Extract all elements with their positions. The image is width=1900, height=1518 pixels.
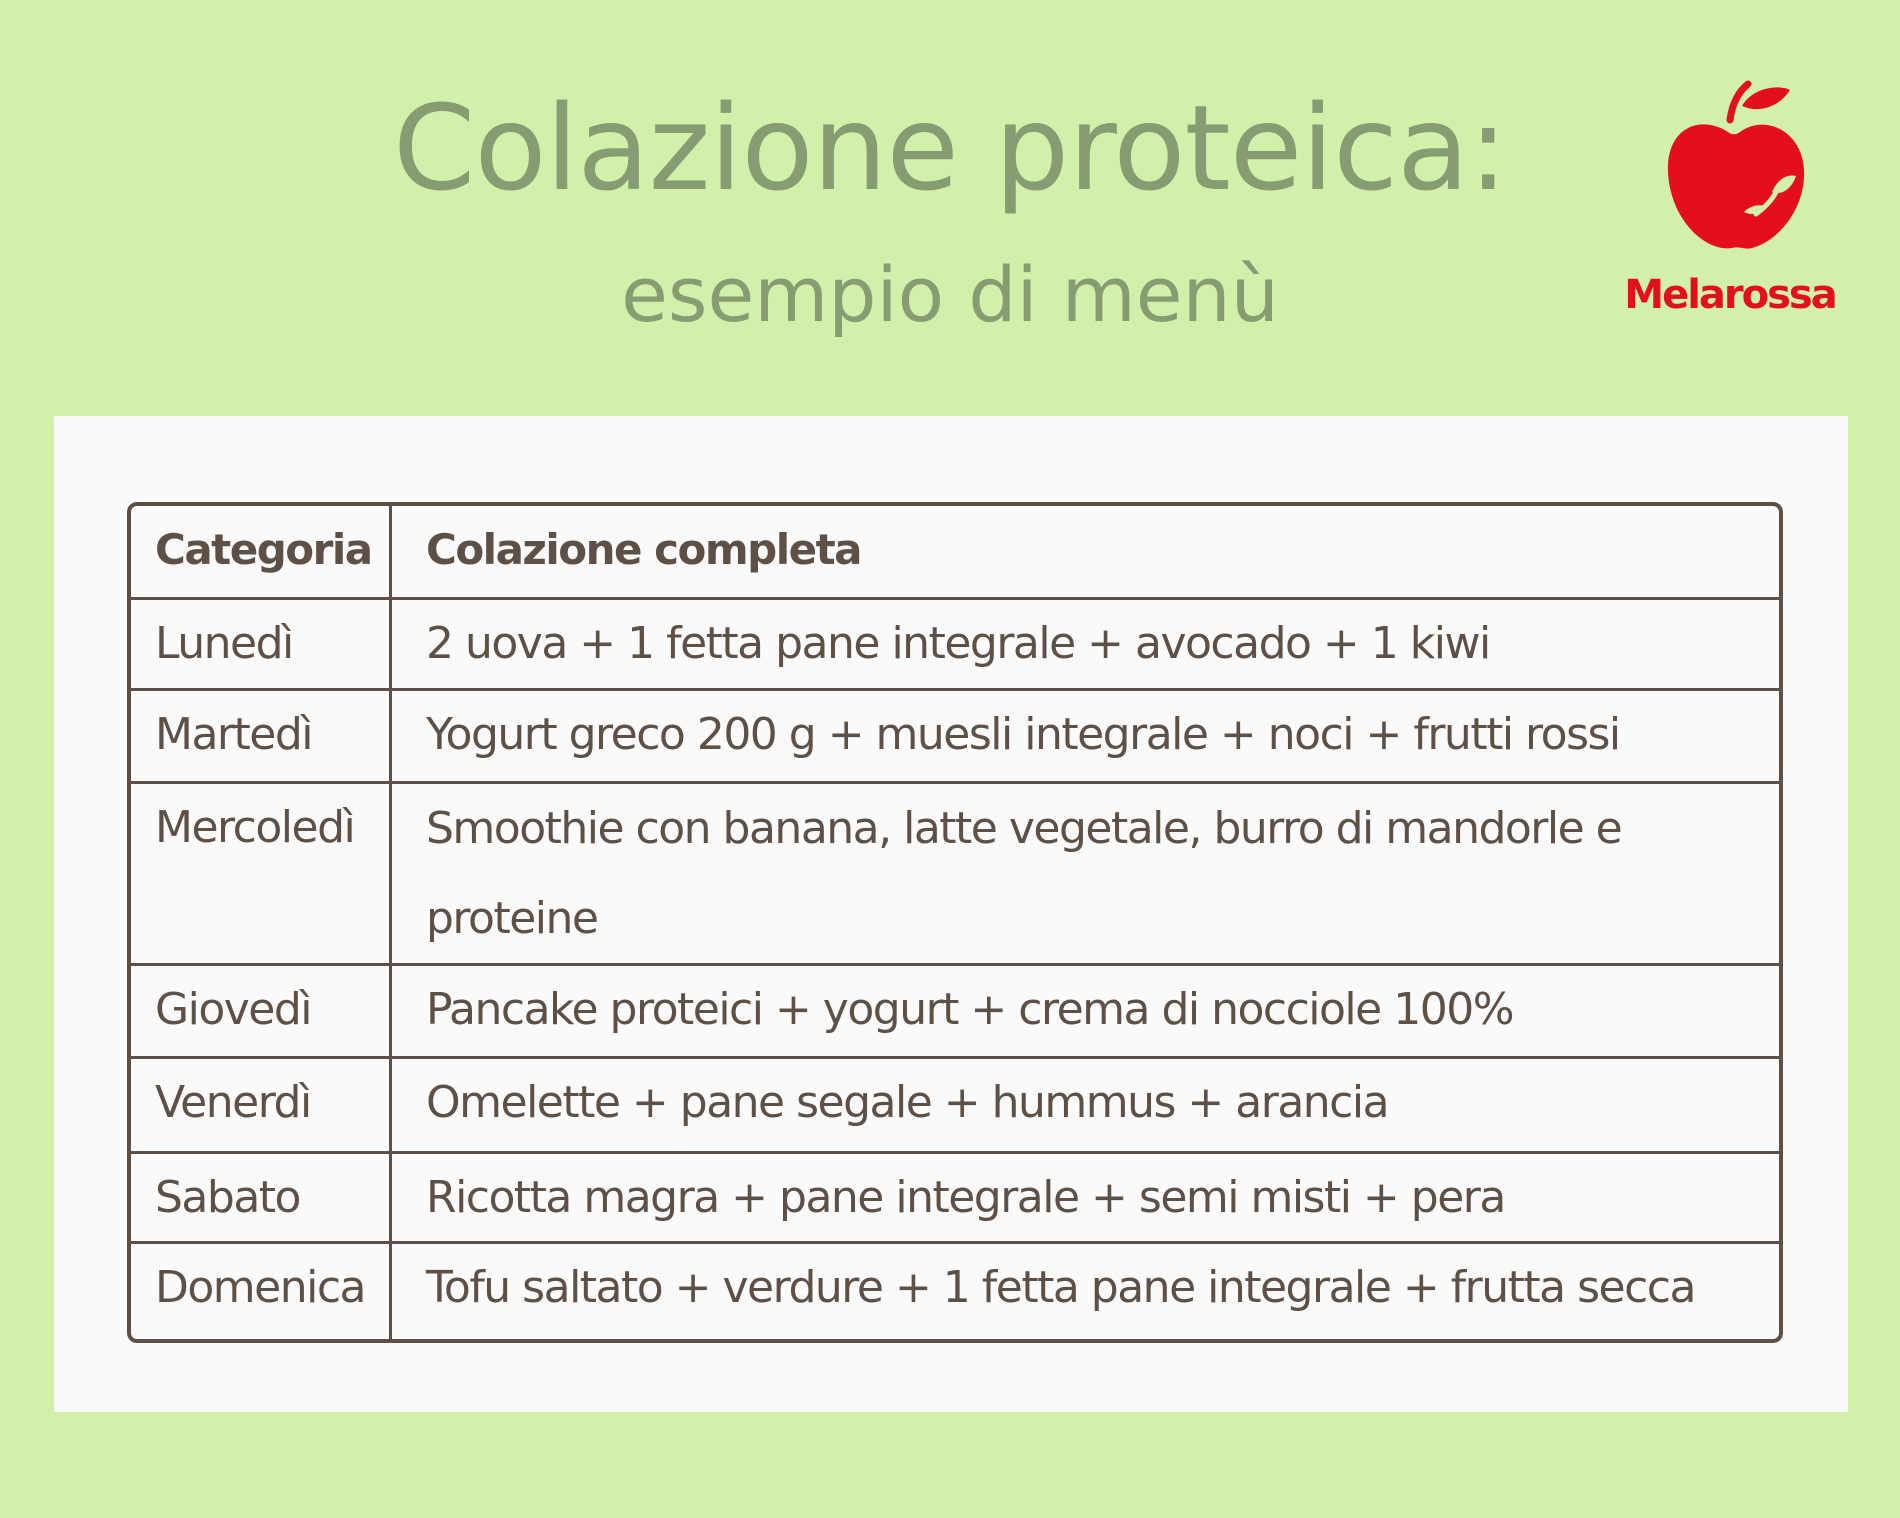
meal-cell: Ricotta magra + pane integrale + semi misti + pera [426,1172,1505,1223]
column-header-categoria: Categoria [131,506,392,597]
menu-table [127,502,1783,1343]
column-header-colazione: Colazione completa [426,525,861,574]
page-subtitle: esempio di menù [621,250,1279,339]
day-cell: Domenica [131,1244,392,1339]
table-header-row [131,506,1779,597]
meal-cell: Pancake proteici + yogurt + crema di nocciole 100% [426,984,1514,1035]
table-row [131,597,1779,688]
meal-cell: Tofu saltato + verdure + 1 fetta pane integrale + frutta secca [426,1262,1695,1313]
meal-cell: Smoothie con banana, latte vegetale, burro di mandorle e proteine [426,803,1622,944]
day-cell: Giovedì [131,966,392,1056]
melarossa-logo [1620,80,1840,330]
day-cell: Martedì [131,691,392,781]
meal-cell: Omelette + pane segale + hummus + arancia [426,1077,1389,1128]
meal-cell: 2 uova + 1 fetta pane integrale + avocado + 1 kiwi [426,618,1490,669]
apple-icon [1660,80,1810,260]
day-cell: Venerdì [131,1059,392,1151]
day-cell: Lunedì [131,600,392,688]
table-row [131,688,1779,781]
meal-cell: Yogurt greco 200 g + muesli integrale + noci + frutti rossi [426,709,1620,760]
brand-name: Melarossa [1624,272,1836,318]
table-row [131,963,1779,1056]
day-cell: Sabato [131,1154,392,1241]
table-row [131,1151,1779,1241]
table-row [131,781,1779,963]
table-row [131,1241,1779,1339]
day-cell: Mercoledì [131,784,392,963]
page-title: Colazione proteica: [392,79,1508,217]
table-row [131,1056,1779,1151]
